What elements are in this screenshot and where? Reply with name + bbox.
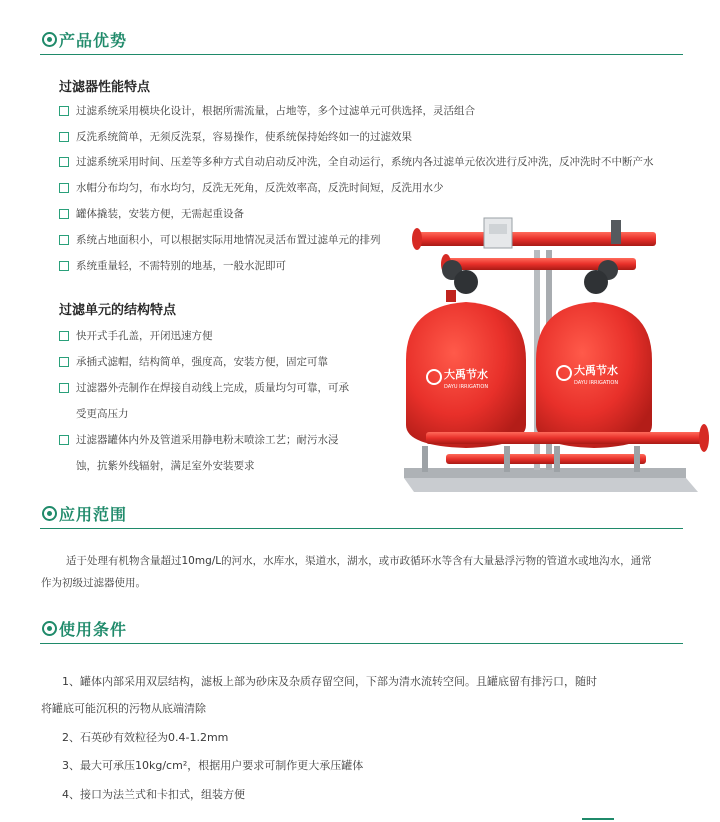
list-item: 过滤器罐体内外及管道采用静电粉末喷涂工艺；耐污水浸 蚀，抗紫外线辐射，满足室外安装要求: [59, 434, 339, 473]
list-item: 反洗系统简单，无须反洗泵，容易操作，使系统保持始终如一的过滤效果: [59, 131, 412, 144]
list-item: 快开式手孔盖，开闭迅速方便: [59, 330, 213, 343]
checkbox-square-icon: [59, 183, 69, 193]
section-header-advantages: [40, 29, 683, 55]
checkbox-square-icon: [59, 235, 69, 245]
svg-text:大禹节水: 大禹节水: [574, 364, 618, 377]
section-title: 使用条件: [59, 620, 128, 639]
scope-text-line1: 适于处理有机物含量超过10mg/L的河水，水库水，渠道水，湖水，或市政循环水等含有大量悬浮污物的管道水或地沟水，通常: [66, 555, 652, 567]
checkbox-square-icon: [59, 106, 69, 116]
performance-title: 过滤器性能特点: [59, 80, 151, 95]
svg-text:DAYU IRRIGATION: DAYU IRRIGATION: [444, 384, 489, 390]
svg-text:DAYU IRRIGATION: DAYU IRRIGATION: [574, 380, 619, 386]
base-frame: [404, 478, 698, 492]
structure-title: 过滤单元的结构特点: [59, 303, 177, 318]
outlet-pipe: [426, 432, 704, 444]
filter-system-image: [386, 210, 716, 500]
list-item: 罐体撬装，安装方便，无需起重设备: [59, 208, 244, 221]
list-item: 过滤系统采用时间、压差等多种方式自动启动反冲洗，全自动运行，系统内各过滤单元依次进行反冲洗，反冲洗时不中断产水: [59, 156, 654, 169]
list-item: 水帽分布均匀，布水均匀，反洗无死角，反洗效率高，反洗时间短，反洗用水少: [59, 182, 444, 195]
circle-bullet-icon: [42, 32, 57, 47]
checkbox-square-icon: [59, 435, 69, 445]
section-header-scope: [40, 503, 683, 529]
svg-text:大禹节水: 大禹节水: [444, 368, 488, 381]
condition-1: 1、罐体内部采用双层结构，滤板上部为砂床及杂质存留空间，下部为清水流转空间。且罐底留有排污口，随时: [62, 675, 597, 688]
checkbox-square-icon: [59, 357, 69, 367]
circle-bullet-icon: [42, 621, 57, 636]
condition-3: 3、最大可承压10kg/cm²，根据用户要求可制作更大承压罐体: [62, 759, 364, 772]
checkbox-square-icon: [59, 209, 69, 219]
section-title: 应用范围: [59, 505, 128, 524]
checkbox-square-icon: [59, 132, 69, 142]
checkbox-square-icon: [59, 261, 69, 271]
circle-bullet-icon: [42, 506, 57, 521]
condition-4: 4、接口为法兰式和卡扣式，组装方便: [62, 788, 245, 801]
list-item: 过滤器外壳制作在焊接自动线上完成，质量均匀可靠，可承 受更高压力: [59, 382, 349, 421]
list-item: 系统占地面积小，可以根据实际用地情况灵活布置过滤单元的排列: [59, 234, 381, 247]
checkbox-square-icon: [59, 157, 69, 167]
section-title: 产品优势: [59, 31, 128, 50]
list-item: 承插式滤帽，结构简单，强度高，安装方便，固定可靠: [59, 356, 328, 369]
list-item: 过滤系统采用模块化设计，根据所需流量，占地等，多个过滤单元可供选择，灵活组合: [59, 105, 475, 118]
condition-2: 2、石英砂有效粒径为0.4-1.2mm: [62, 731, 229, 744]
checkbox-square-icon: [59, 331, 69, 341]
checkbox-square-icon: [59, 383, 69, 393]
scope-text-line2: 作为初级过滤器使用。: [41, 577, 146, 589]
section-header-conditions: [40, 618, 683, 644]
list-item: 系统重量轻，不需特别的地基，一般水泥即可: [59, 260, 286, 273]
footer-divider: [582, 818, 614, 820]
condition-1-cont: 将罐底可能沉积的污物从底端清除: [41, 702, 206, 715]
